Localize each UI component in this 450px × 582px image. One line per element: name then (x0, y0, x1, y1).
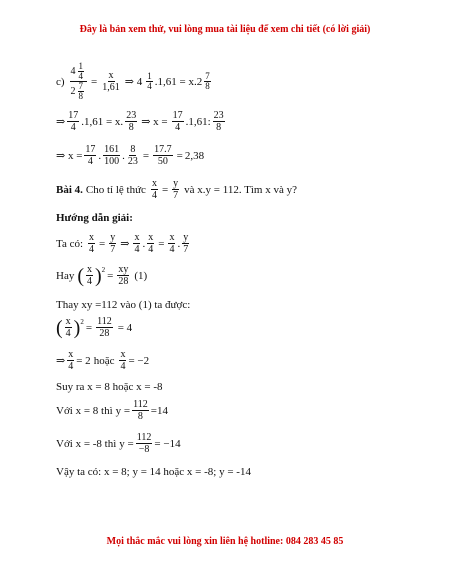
complex-fraction: 4 $\frac{1}{4}$ 2 $\frac{7}{8}$ (70, 62, 88, 101)
ta-co-label: Ta có: (56, 237, 84, 250)
hay-line: Hay ( $\frac{x}{4}$ ) 2 = $\frac{xy}{28}$ (1) (56, 264, 148, 287)
solution-heading: Hướng dẫn giải: (56, 212, 133, 224)
bai4-title: Bài 4. (56, 183, 83, 196)
part-c-result: 2,38 (184, 149, 205, 162)
part-c-label: c) (56, 75, 65, 88)
hay-label: Hay (56, 269, 75, 282)
bai4-statement: Bài 4. Cho tỉ lệ thức $\frac{x}{4}$ = $\frac{y}{7}$ và x.y = 112. Tìm x và y? (56, 178, 297, 201)
eq1-tag: (1) (134, 269, 148, 282)
part-c-line3: ⇒ x = $\frac{17}{4}$ . $\frac{161}{100}$ . $\frac{8}{23}$ = $\frac{17.7}{50}$ = 2,38 (56, 144, 205, 167)
part-c-line1: c) 4 $\frac{1}{4}$ 2 $\frac{7}{8}$ = $\frac{x}{1,61}$ ⇒ 4 $\frac{1}{4}$ .1,61 = x.2 $\frac{7}{8}$ (56, 61, 210, 101)
bai4-statement-b: và x.y = 112. Tìm x và y? (184, 183, 297, 196)
bai4-statement-a: Cho tỉ lệ thức (85, 183, 146, 196)
ta-co-line: Ta có: $\frac{x}{4}$ = $\frac{y}{7}$ ⇒ $\frac{x}{4}$ . $\frac{x}{4}$ = $\frac{x}{4}$ . $\frac{y}{7}$ (56, 232, 189, 255)
conclusion-line: Vậy ta có: x = 8; y = 14 hoặc x = -8; y = -14 (56, 466, 251, 478)
part-c-line2: ⇒ $\frac{17}{4}$ .1,61 = x. $\frac{23}{8}$ ⇒ x = $\frac{17}{4}$ .1,61: $\frac{23}{8}$ (56, 110, 224, 133)
substitute-line: Thay xy =112 vào (1) ta được: (56, 299, 191, 311)
preview-banner: Đây là bản xem thử, vui lòng mua tài liệu để xem chi tiết (có lời giải) (79, 24, 371, 35)
cases-line: ⇒ $\frac{x}{4}$ = 2 hoặc $\frac{x}{4}$ = −2 (56, 349, 150, 372)
case2-line: Với x = -8 thì y = $\frac{112}{-8}$ = −14 (56, 432, 181, 455)
squared-eq-line: ( $\frac{x}{4}$ ) 2 = $\frac{112}{28}$ = 4 (56, 316, 133, 339)
hoac-label: hoặc (93, 354, 115, 367)
hotline-banner: Mọi thắc mắc vui lòng xin liên hệ hotline: 084 283 45 85 (106, 536, 344, 547)
case1-line: Với x = 8 thì y = $\frac{112}{8}$ =14 (56, 399, 168, 422)
suy-ra-line: Suy ra x = 8 hoặc x = -8 (56, 381, 163, 393)
